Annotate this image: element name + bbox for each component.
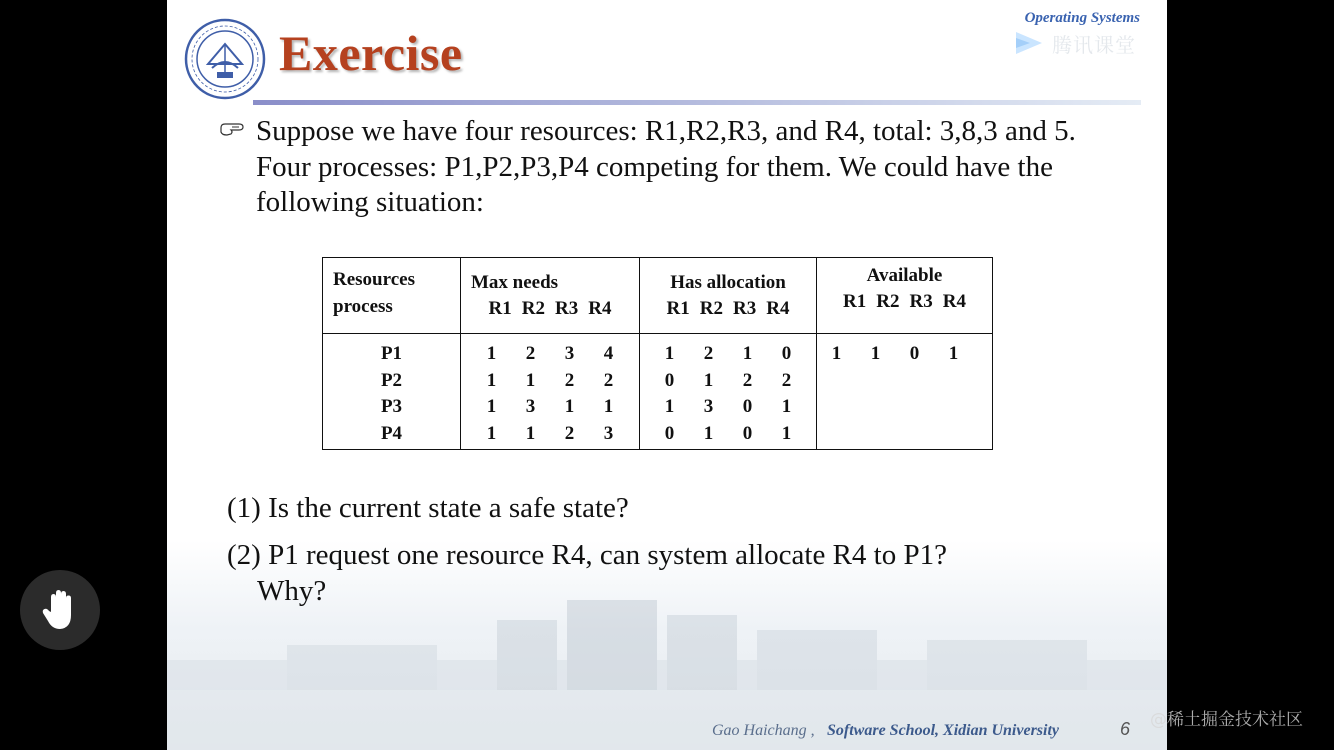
resource-label: R4 <box>588 298 612 319</box>
resource-label: R2 <box>876 291 900 312</box>
question-2-line-2: Why? <box>257 575 327 607</box>
table-row <box>461 421 639 448</box>
table-cell: 1 <box>703 369 714 391</box>
table-row <box>461 341 639 368</box>
table-row <box>461 368 639 395</box>
table-cell: 3 <box>703 396 714 417</box>
resource-label: R2 <box>699 298 723 319</box>
table-cell: 1 <box>486 369 497 391</box>
raise-hand-icon <box>40 588 80 632</box>
process-label: P4 <box>380 422 403 444</box>
raise-hand-button[interactable] <box>20 570 100 650</box>
site-watermark: @稀土掘金技术社区 <box>1150 710 1303 730</box>
table-cell: 1 <box>703 422 714 444</box>
header-process-label: process <box>333 296 393 317</box>
table-cell: 1 <box>525 369 536 391</box>
process-column <box>323 334 461 450</box>
table-cell: 2 <box>564 369 575 391</box>
process-label: P1 <box>380 343 403 364</box>
table-cell: 3 <box>564 343 575 364</box>
table-row <box>640 421 816 448</box>
has-allocation-resource-labels <box>640 296 816 322</box>
slide-title: Exercise <box>279 25 463 81</box>
table-cell: 1 <box>664 343 675 364</box>
table-row <box>461 394 639 421</box>
watermark-text: 腾讯课堂 <box>1052 32 1136 57</box>
resource-allocation-table <box>322 257 993 450</box>
table-cell: 0 <box>664 422 675 444</box>
table-cell: 0 <box>781 343 792 364</box>
resource-label: R3 <box>733 298 757 319</box>
header-available-label: Available <box>866 265 943 286</box>
play-logo-icon <box>1012 28 1046 58</box>
table-header-row <box>323 258 993 334</box>
title-divider <box>253 100 1141 105</box>
table-cell: 2 <box>703 343 714 364</box>
header-max-needs-cell <box>461 258 640 334</box>
max-needs-column <box>461 334 640 450</box>
resource-label: R1 <box>843 291 867 312</box>
table-cell: 1 <box>742 343 753 364</box>
question-2-line-1: (2) P1 request one resource R4, can system allocate R4 to P1? <box>227 539 947 571</box>
header-resources-label: Resources <box>333 269 415 290</box>
table-cell: 1 <box>486 396 497 417</box>
resource-label: R4 <box>942 291 966 312</box>
process-label: P3 <box>380 396 403 417</box>
table-row <box>817 341 992 368</box>
course-name: Operating Systems <box>1024 10 1140 26</box>
table-cell: 1 <box>603 396 614 417</box>
table-cell: 0 <box>742 422 753 444</box>
footer-school: Software School, Xidian University <box>827 722 1060 739</box>
table-cell: 3 <box>603 422 614 444</box>
table-cell: 1 <box>564 396 575 417</box>
table-cell: 2 <box>781 369 792 391</box>
table-cell: 1 <box>664 396 675 417</box>
table-cell: 1 <box>525 422 536 444</box>
resource-label: R2 <box>521 298 545 319</box>
resource-label: R1 <box>666 298 690 319</box>
table-cell: 4 <box>603 343 614 364</box>
table-cell: 2 <box>564 422 575 444</box>
resource-label: R3 <box>909 291 933 312</box>
available-resource-labels <box>817 289 992 315</box>
header-process-cell <box>323 258 461 334</box>
pointing-hand-icon <box>219 118 247 140</box>
page-number: 6 <box>1120 719 1131 739</box>
resource-label: R4 <box>766 298 790 319</box>
table-cell: 1 <box>781 396 792 417</box>
header-max-needs-label: Max needs <box>471 272 559 293</box>
table-cell: 1 <box>948 343 959 364</box>
process-label: P2 <box>380 369 403 391</box>
table-cell: 1 <box>870 343 881 364</box>
table-cell: 1 <box>486 343 497 364</box>
max-needs-resource-labels <box>461 296 639 322</box>
table-body-row <box>323 334 993 450</box>
table-row <box>640 394 816 421</box>
question-2 <box>227 537 1107 609</box>
table-cell: 0 <box>664 369 675 391</box>
table-row <box>640 341 816 368</box>
footer-author: Gao Haichang , <box>712 722 815 739</box>
table-cell: 0 <box>742 396 753 417</box>
presentation-slide <box>167 0 1167 750</box>
question-1: (1) Is the current state a safe state? <box>227 492 629 524</box>
table-cell: 2 <box>603 369 614 391</box>
table-cell: 1 <box>486 422 497 444</box>
header-has-allocation-cell <box>640 258 817 334</box>
table-cell: 2 <box>525 343 536 364</box>
table-cell: 1 <box>781 422 792 444</box>
resource-label: R3 <box>555 298 579 319</box>
intro-paragraph: Suppose we have four resources: R1,R2,R3, and R4, total: 3,8,3 and 5. Four processes: P1,P2,P3,P4 competing for them. We could have the following situation: <box>256 115 1076 218</box>
table-row <box>640 368 816 395</box>
table-cell: 0 <box>909 343 920 364</box>
resource-label: R1 <box>488 298 512 319</box>
available-column <box>817 334 993 450</box>
has-allocation-column <box>640 334 817 450</box>
tencent-classroom-watermark <box>1012 28 1136 58</box>
header-available-cell <box>817 258 993 334</box>
table-cell: 2 <box>742 369 753 391</box>
university-seal-icon <box>184 18 266 100</box>
table-cell: 1 <box>831 343 842 364</box>
table-cell: 3 <box>525 396 536 417</box>
header-has-allocation-label: Has allocation <box>670 272 786 293</box>
